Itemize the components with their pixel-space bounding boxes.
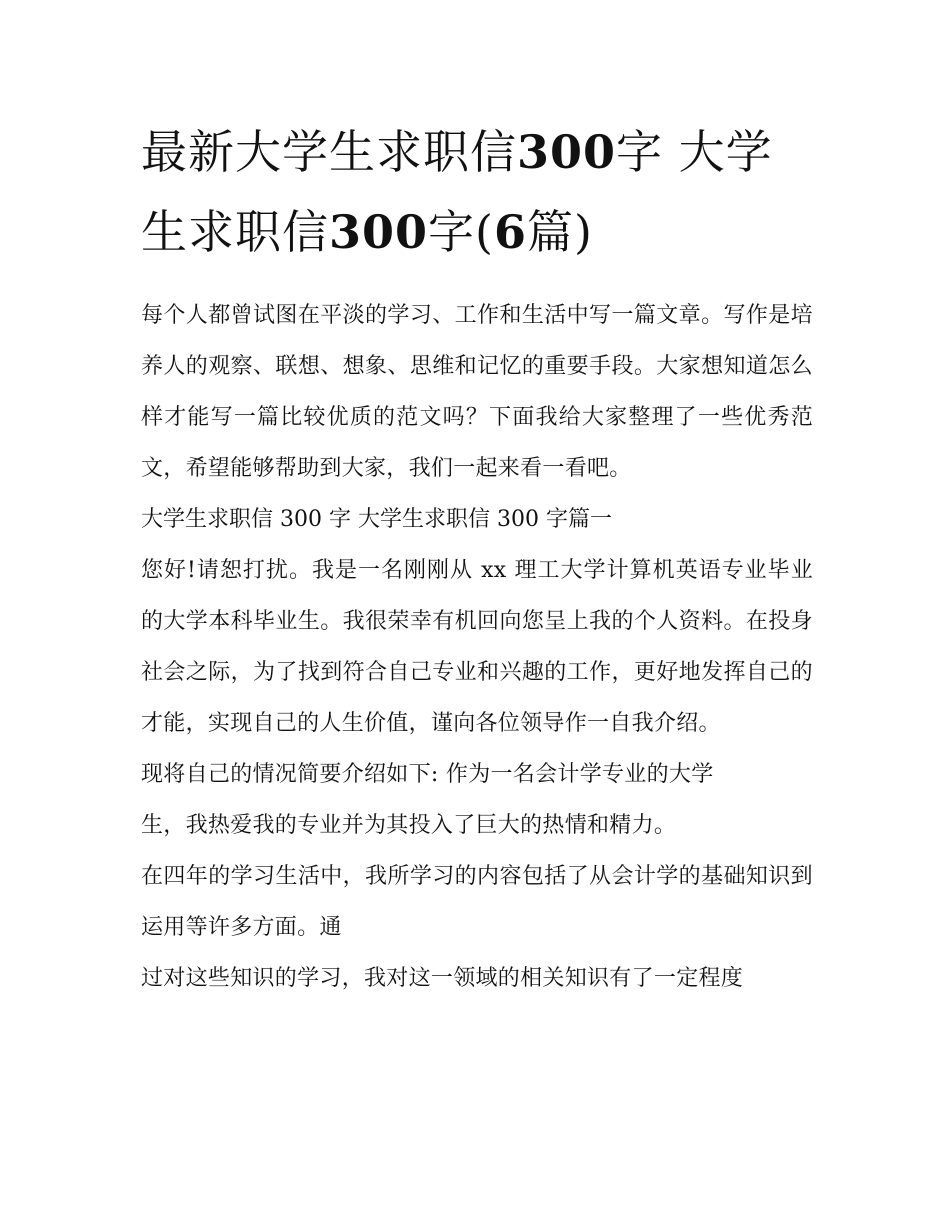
body-paragraph: 在四年的学习生活中，我所学习的内容包括了从会计学的基础知识到运用等许多方面。通 bbox=[141, 864, 813, 940]
document-body bbox=[141, 290, 813, 1004]
document-title bbox=[141, 112, 813, 272]
document-page bbox=[141, 112, 813, 1004]
title-line-1: 最新大学生求职信300字 大学 bbox=[141, 125, 773, 179]
intro-paragraph: 每个人都曾试图在平淡的学习、工作和生活中写一篇文章。写作是培养人的观察、联想、想象、思维和记忆的重要手段。大家想知道怎么样才能写一篇比较优质的范文吗？下面我给大家整理了一些优秀范文，希望能够帮助到大家，我们一起来看一看吧。 bbox=[141, 303, 813, 481]
body-paragraph: 您好!请恕打扰。我是一名刚刚从 xx 理工大学计算机英语专业毕业的大学本科毕业生。我很荣幸有机回向您呈上我的个人资料。在投身社会之际，为了找到符合自己专业和兴趣的工作，更好地发挥自己的才能，实现自己的人生价值，谨向各位领导作一自我介绍。 bbox=[141, 558, 813, 736]
body-paragraph: 现将自己的情况简要介绍如下: 作为一名会计学专业的大学 bbox=[141, 762, 714, 787]
title-line-2: 生求职信300字(6篇) bbox=[141, 205, 593, 259]
body-paragraph: 过对这些知识的学习，我对这一领域的相关知识有了一定程度 bbox=[141, 966, 744, 991]
body-paragraph: 生，我热爱我的专业并为其投入了巨大的热情和精力。 bbox=[141, 813, 677, 838]
section-heading: 大学生求职信 300 字 大学生求职信 300 字篇一 bbox=[141, 507, 612, 532]
